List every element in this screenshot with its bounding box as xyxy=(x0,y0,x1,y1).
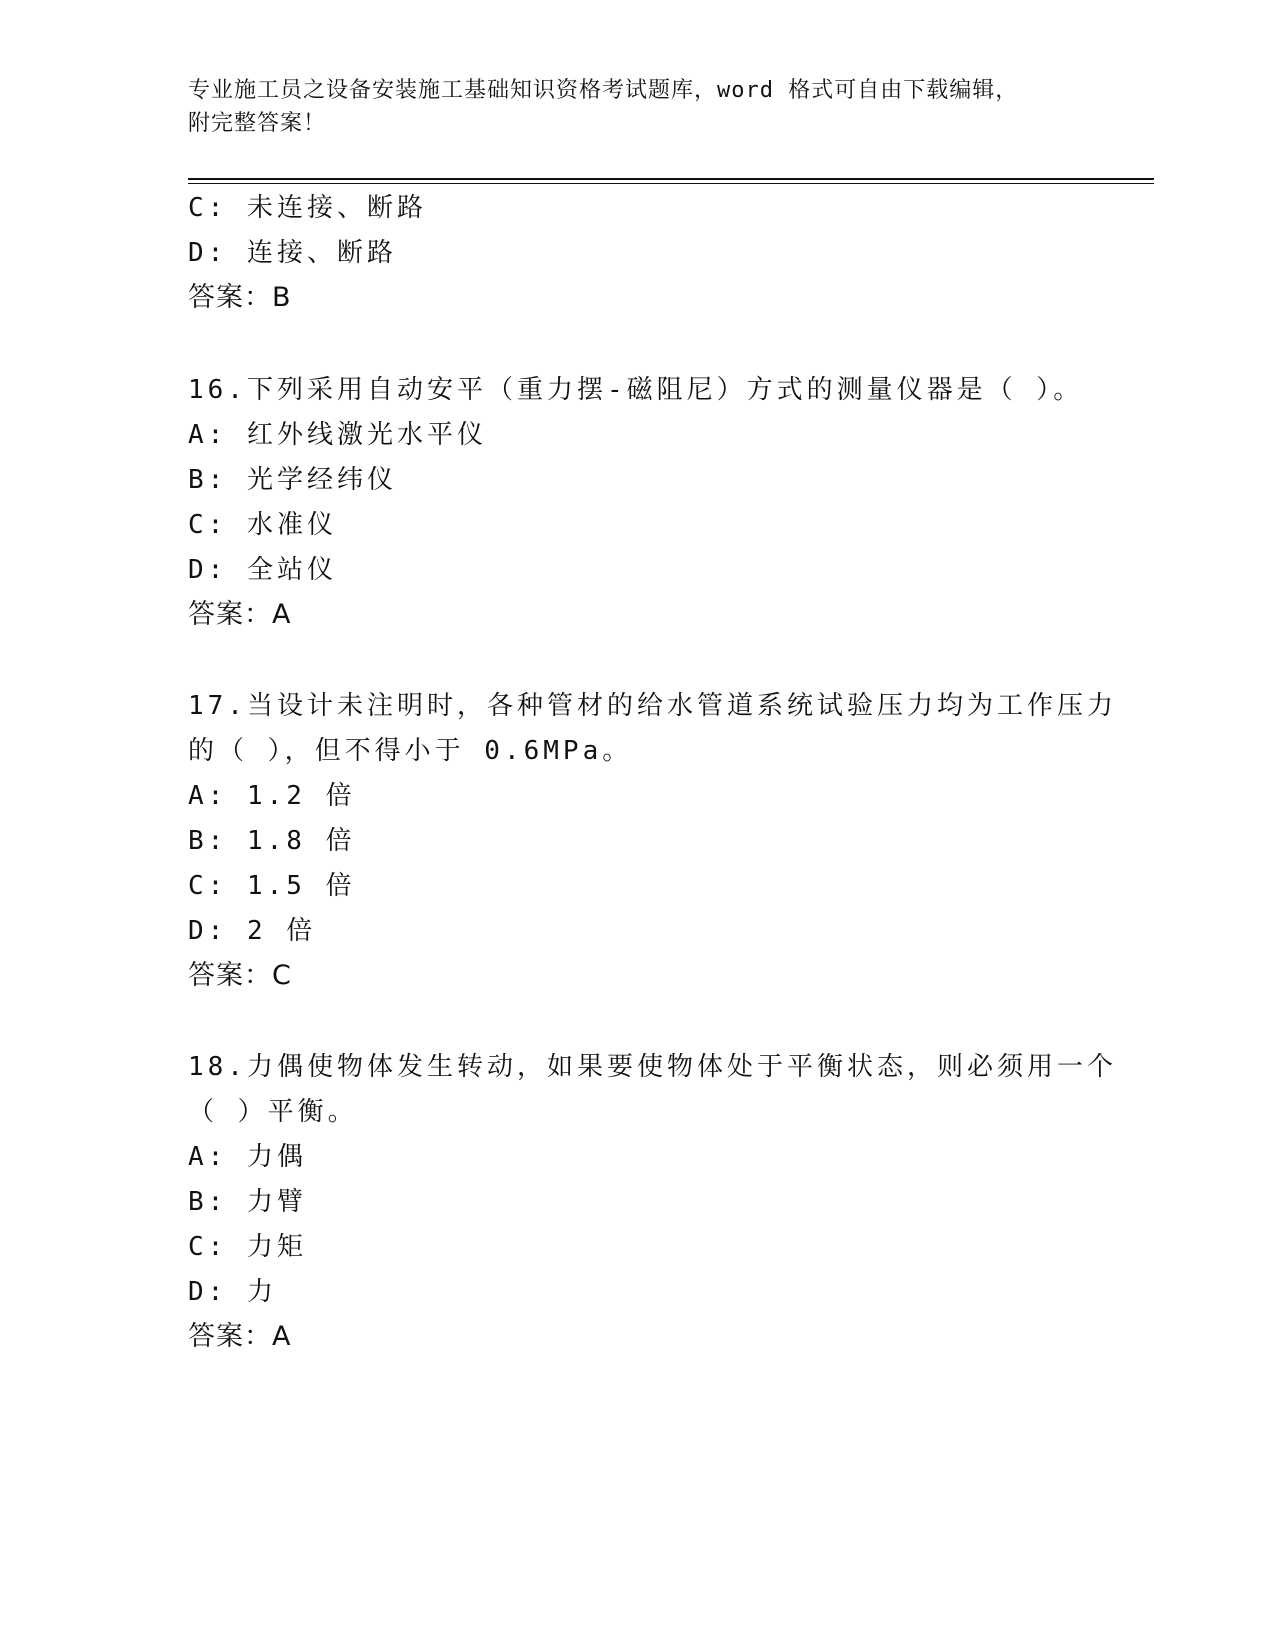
question-17-option-b: B: 1.8 倍 xyxy=(188,826,356,856)
question-18-text-line-1: 18.力偶使物体发生转动，如果要使物体处于平衡状态，则必须用一个 xyxy=(188,1052,1117,1082)
question-17-option-a: A: 1.2 倍 xyxy=(188,781,356,811)
answer-line: 答案：B xyxy=(188,282,292,313)
header-line-1: 专业施工员之设备安装施工基础知识资格考试题库，word 格式可自由下载编辑， xyxy=(188,78,1019,103)
question-18-option-d: D: 力 xyxy=(188,1277,277,1307)
question-16-text: 16.下列采用自动安平（重力摆-磁阻尼）方式的测量仪器是（ ）。 xyxy=(188,375,1084,405)
question-16-answer: 答案：A xyxy=(188,599,292,630)
question-18-option-b: B: 力臂 xyxy=(188,1187,307,1217)
question-17-text-line-1: 17.当设计未注明时，各种管材的给水管道系统试验压力均为工作压力 xyxy=(188,691,1117,721)
question-17-text-line-2: 的（ ），但不得小于 0.6MPa。 xyxy=(188,736,633,766)
header-line-2: 附完整答案！ xyxy=(188,111,327,136)
question-16-option-a: A: 红外线激光水平仪 xyxy=(188,420,487,450)
option-d: D: 连接、断路 xyxy=(188,238,397,268)
header-divider-thin xyxy=(188,183,1154,184)
question-18-option-a: A: 力偶 xyxy=(188,1142,307,1172)
question-18-text-line-2: （ ）平衡。 xyxy=(188,1097,358,1127)
document-header xyxy=(188,74,1068,140)
question-17-answer: 答案：C xyxy=(188,960,292,991)
option-c: C: 未连接、断路 xyxy=(188,193,427,223)
question-18-option-c: C: 力矩 xyxy=(188,1232,307,1262)
question-16-option-d: D: 全站仪 xyxy=(188,555,337,585)
question-18-answer: 答案：A xyxy=(188,1321,292,1352)
question-17-option-d: D: 2 倍 xyxy=(188,916,317,946)
question-16-option-c: C: 水准仪 xyxy=(188,510,337,540)
question-16-option-b: B: 光学经纬仪 xyxy=(188,465,397,495)
question-17-option-c: C: 1.5 倍 xyxy=(188,871,356,901)
header-divider-thick xyxy=(188,178,1154,180)
